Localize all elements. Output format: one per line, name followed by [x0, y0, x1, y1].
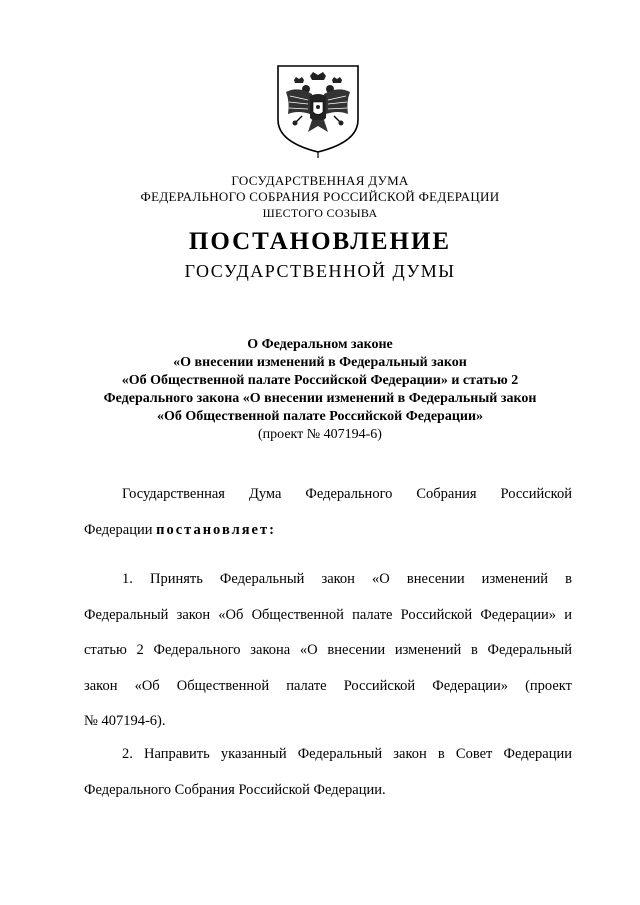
subject-line: Федерального закона «О внесении изменений в Федеральный закон — [103, 391, 537, 406]
intro-resolution-line — [84, 522, 572, 539]
subject-line: «О внесении изменений в Федеральный закон — [173, 355, 467, 370]
paragraph-1-line: Федеральный закон «Об Общественной палате Российской Федерации» и — [84, 607, 572, 623]
intro-line: Государственная Дума Федерального Собрания Российской — [122, 486, 572, 502]
paragraph-2-line: Федерального Собрания Российской Федерации. — [84, 782, 386, 798]
project-number: (проект № 407194-6) — [258, 427, 382, 442]
paragraph-2-line: 2. Направить указанный Федеральный закон в Совет Федерации — [122, 746, 572, 762]
paragraph-1-line: закон «Об Общественной палате Российской Федерации» (проект — [84, 678, 572, 694]
document-title: ПОСТАНОВЛЕНИЕ — [188, 228, 452, 255]
header-line-assembly: ФЕДЕРАЛЬНОГО СОБРАНИЯ РОССИЙСКОЙ ФЕДЕРАЦИИ — [140, 189, 500, 204]
paragraph-1-line: статью 2 Федерального закона «О внесении изменений в Федеральный — [84, 642, 572, 658]
document-subtitle: ГОСУДАРСТВЕННОЙ ДУМЫ — [184, 261, 456, 281]
intro-federation-word: Федерации — [84, 522, 153, 538]
header-line-duma: ГОСУДАРСТВЕННАЯ ДУМА — [231, 173, 409, 188]
subject-line: О Федеральном законе — [247, 337, 393, 352]
coat-of-arms-emblem — [272, 62, 364, 158]
resolves-word: постановляет: — [156, 522, 276, 538]
paragraph-1-line: 1. Принять Федеральный закон «О внесении изменений в — [122, 571, 572, 587]
subject-line: «Об Общественной палате Российской Федерации» и статью 2 — [121, 373, 519, 388]
header-line-convocation: ШЕСТОГО СОЗЫВА — [262, 206, 378, 220]
paragraph-1-line: № 407194-6). — [84, 713, 166, 729]
subject-block — [0, 336, 640, 444]
subject-line: «Об Общественной палате Российской Федерации» — [156, 409, 484, 424]
